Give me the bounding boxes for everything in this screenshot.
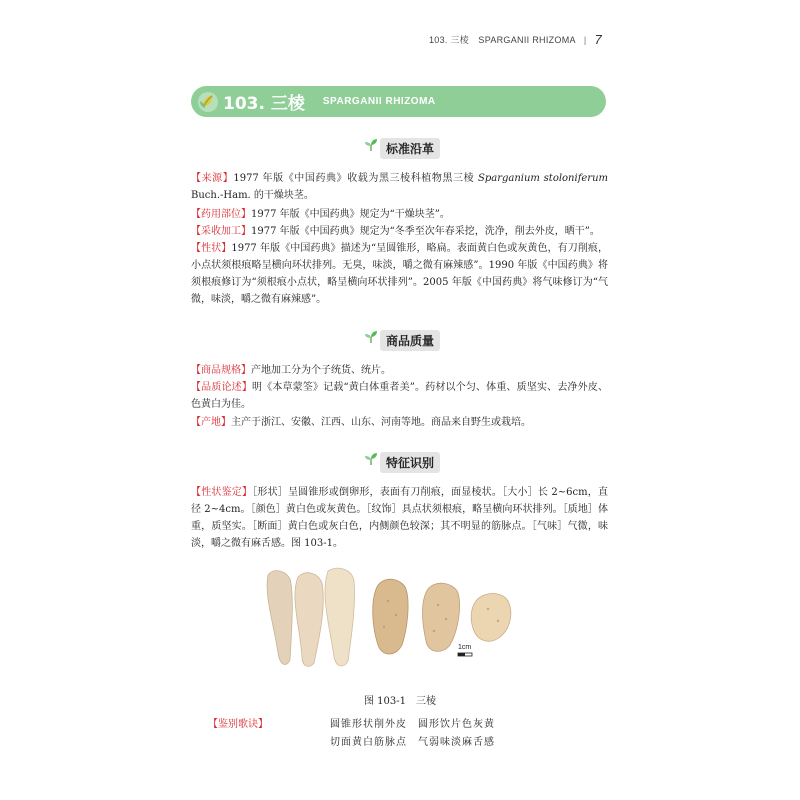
title-banner [191,86,606,117]
section-title: 商品质量 [380,330,440,351]
section-title: 特征识别 [380,452,440,473]
paragraph-processing [191,223,608,240]
paragraph-text: 1977 年版《中国药典》规定为“干燥块茎”。 [251,209,450,220]
tag-label: 【药用部位】 [191,209,251,220]
paragraph-text: ［形状］呈圆锥形或倒卵形，表面有刀削痕，面显棱状。［大小］长 2~6cm，直径 2~4cm。［颜色］黄白色或灰黄色。［纹饰］具点状须根痕，略呈横向环状排列。［质地］体重，质坚实。［断面］黄白色或灰白色，内侧颜色较深；其不明显的筋脉点。［气味］气微，味淡，嚼之微有麻舌感。图 103-1。 [191,487,609,549]
tag-label: 【产地】 [191,417,231,428]
paragraph-characters [191,240,608,308]
specimen-photo [262,565,532,670]
paragraph-text: 明《本草蒙筌》记载“黄白体重者美”。药材以个匀、体重、质坚实、去净外皮、色黄白为佳。 [191,382,608,410]
paragraph-source [191,170,608,204]
running-header [429,32,602,47]
mnemonic-line-1: 圆锥形状削外皮 圆形饮片色灰黄 [330,719,495,730]
page-title: 103. 三棱 [223,94,305,114]
mnemonic-tag [208,715,268,730]
paragraph-text: 主产于浙江、安徽、江西、山东、河南等地。商品来自野生或栽培。 [231,417,531,428]
latin-name: Sparganium stoloniferum [477,173,609,184]
leaf-logo-icon [197,91,219,113]
scale-bar-fill [458,653,465,656]
section-heading-history [364,138,440,159]
page-number: 7 [594,32,602,47]
tag-label: 【性状鉴定】 [191,487,253,498]
paragraph-specs [191,362,608,379]
tag-label: 【采收加工】 [191,226,251,237]
paragraph-identification [191,484,608,552]
tag-label: 【性状】 [191,243,232,254]
latin-title: SPARGANII RHIZOMA [322,96,436,107]
tag-label: 【品质论述】 [191,382,252,393]
sprout-icon [364,138,378,152]
paragraph-quality [191,379,608,413]
section-title: 标准沿革 [380,138,440,159]
header-divider: | [583,34,587,45]
paragraph-text: Buch.-Ham. 的干燥块茎。 [191,190,314,201]
tag-label: 【来源】 [191,173,234,184]
section-heading-identification [364,452,440,473]
sprout-icon [364,330,378,344]
mnemonic-line-2: 切面黄白筋脉点 气弱味淡麻舌感 [330,737,495,748]
paragraph-text: 1977 年版《中国药典》描述为“呈圆锥形，略扁。表面黄白色或灰黄色，有刀削痕，小点状须根痕略呈横向环状排列。无臭，味淡，嚼之微有麻辣感”。1990 年版《中国药典》将须根痕修订为“须根痕小点状，略呈横向环状排列”。2005 年版《中国药典》将气味修订为“气微，味淡，嚼之微有麻辣感”。 [191,243,609,305]
section-heading-quality [364,330,440,351]
running-title: 103. 三棱 SPARGANII RHIZOMA [428,35,576,45]
sprout-icon [364,452,378,466]
paragraph-text: 产地加工分为个子统货、统片。 [251,365,391,376]
paragraph-origin [191,414,608,431]
scale-label: 1cm [458,644,472,651]
tag-label: 【商品规格】 [191,365,251,376]
tag-label: 【鉴别歌诀】 [208,719,268,730]
paragraph-medicinal-part [191,206,608,223]
figure-caption: 图 103-1 三棱 [363,696,436,707]
paragraph-text: 1977 年版《中国药典》规定为“冬季至次年春采挖，洗净，削去外皮，晒干”。 [251,226,600,237]
paragraph-text: 1977 年版《中国药典》收载为黑三棱科植物黑三棱 [233,173,478,184]
